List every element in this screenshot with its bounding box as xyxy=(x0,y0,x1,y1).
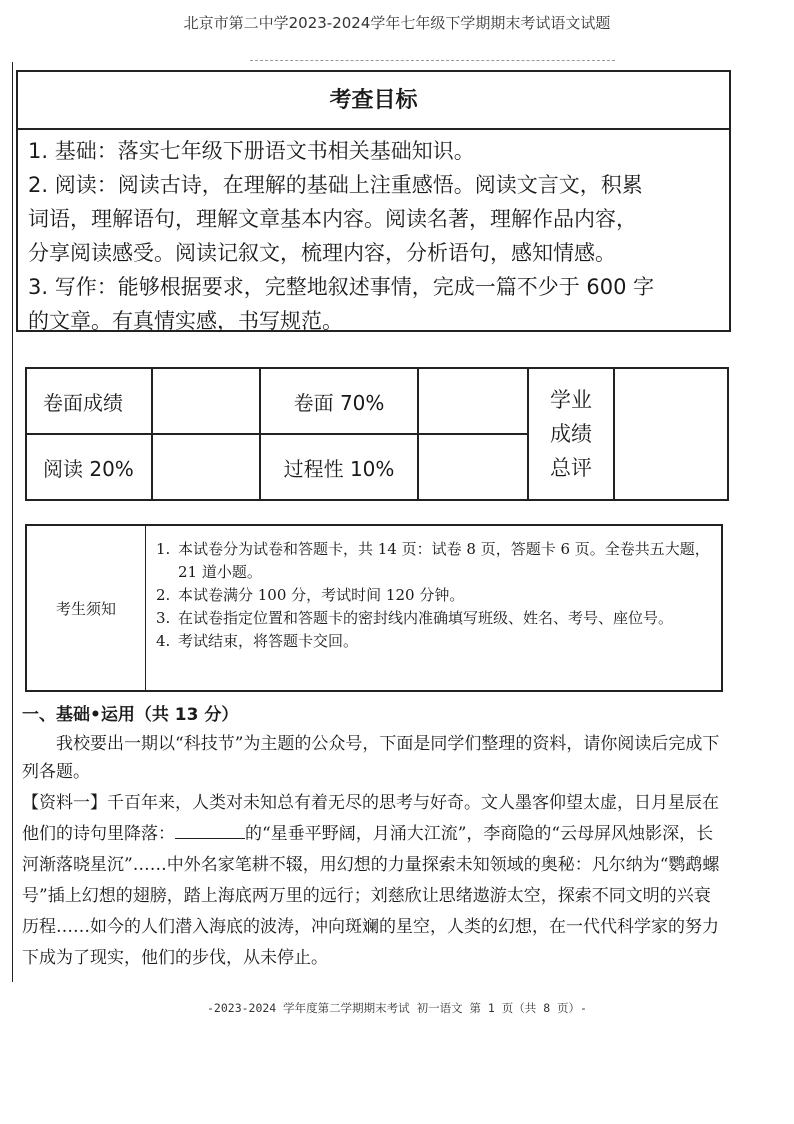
objective-line: 1. 基础：落实七年级下册语文书相关基础知识。 xyxy=(28,139,475,163)
notice-label: 考生须知 xyxy=(27,526,146,690)
overall-grade-cell[interactable] xyxy=(614,368,728,500)
objective-line: 的文章。有真情实感，书写规范。 xyxy=(28,309,343,333)
process-10-label: 过程性 10% xyxy=(260,434,418,500)
process-10-cell[interactable] xyxy=(418,434,528,500)
header-divider xyxy=(250,60,615,61)
section-intro: 我校要出一期以“科技节”为主题的公众号，下面是同学们整理的资料，请你阅读后完成下列各题。 xyxy=(22,734,720,782)
objective-line: 分享阅读感受。阅读记叙文，梳理内容，分析语句，感知情感。 xyxy=(28,241,616,265)
material-one-paragraph: 【资料一】千百年来，人类对未知总有着无尽的思考与好奇。文人墨客仰望太虚，日月星辰在他们的诗句里降落： 的“星垂平野阔，月涌大江流”，李商隐的“云母屏风烛影深，长河渐落晓星沉”……中外名家笔耕不辍，用幻想的力量探索未知领域的奥秘：凡尔纳为“鹦鹉螺号”插上幻想的翅膀，踏上海底两万里的远行；刘慈欣让思绪遨游太空，探索不同文明的兴衰历程……如今的人们潜入海底的波涛，冲向斑斓的星空，人类的幻想，在一代代科学家的努力下成为了现实，他们的步伐，从未停止。 xyxy=(22,793,720,968)
notice-item: 4. 考试结束，将答题卡交回。 xyxy=(156,632,359,650)
section-heading: 一、基础•运用（共 13 分） xyxy=(22,705,239,725)
paper-70-label: 卷面 70% xyxy=(260,368,418,434)
binding-margin-line xyxy=(12,62,13,982)
notice-item: 1. 本试卷分为试卷和答题卡，共 14 页：试卷 8 页，答题卡 6 页。全卷共五大题，21 道小题。 xyxy=(156,540,710,581)
paper-70-cell[interactable] xyxy=(418,368,528,434)
objectives-title: 考查目标 xyxy=(18,72,729,130)
objective-line: 词语，理解语句，理解文章基本内容。阅读名著，理解作品内容， xyxy=(28,207,637,231)
score-table xyxy=(25,367,729,501)
notice-item: 2. 本试卷满分 100 分，考试时间 120 分钟。 xyxy=(156,586,465,604)
section-basics xyxy=(22,700,722,974)
objectives-body xyxy=(18,130,729,338)
notice-item: 3. 在试卷指定位置和答题卡的密封线内准确填写班级、姓名、考号、座位号。 xyxy=(156,609,674,627)
objectives-box xyxy=(16,70,731,332)
page-footer: -2023-2024 学年度第二学期期末考试 初一语文 第 1 页（共 8 页）- xyxy=(207,1001,587,1015)
paper-score-label: 卷面成绩 xyxy=(26,368,152,434)
reading-20-label: 阅读 20% xyxy=(26,434,152,500)
overall-grade-label: 学业 成绩 总评 xyxy=(528,368,614,500)
notice-list xyxy=(146,526,721,690)
reading-20-cell[interactable] xyxy=(152,434,260,500)
page-header: 北京市第二中学2023-2024学年七年级下学期期末考试语文试题 xyxy=(183,14,611,32)
objective-line: 3. 写作：能够根据要求，完整地叙述事情，完成一篇不少于 600 字 xyxy=(28,275,655,299)
paper-score-cell[interactable] xyxy=(152,368,260,434)
exam-notice-box xyxy=(25,524,723,692)
objective-line: 2. 阅读：阅读古诗，在理解的基础上注重感悟。阅读文言文，积累 xyxy=(28,173,643,197)
fill-blank[interactable] xyxy=(175,824,245,839)
